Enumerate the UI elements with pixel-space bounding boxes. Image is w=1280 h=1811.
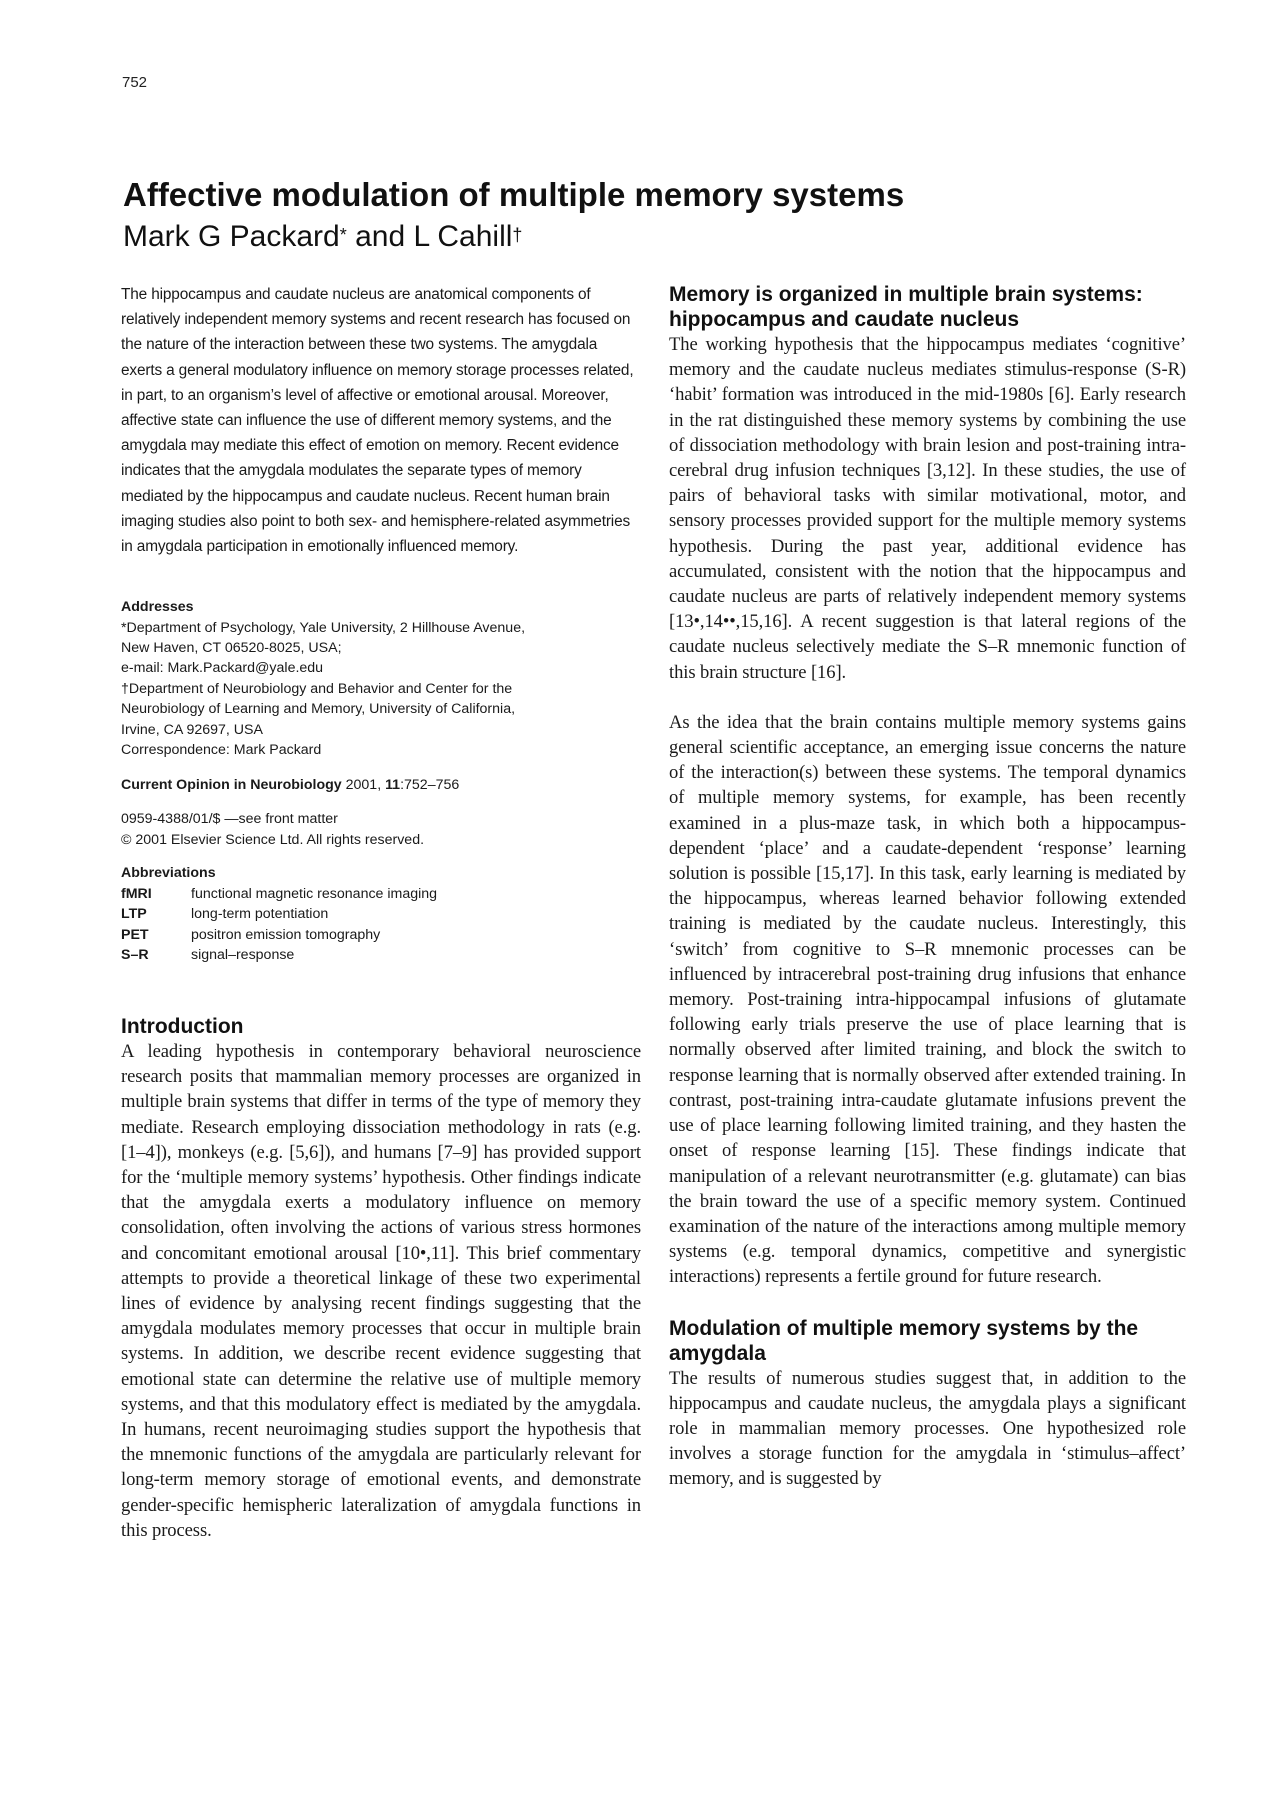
abstract: The hippocampus and caudate nucleus are anatomical components of relatively independent memory systems and recent research has focused on the nature of the interaction between these two systems. The amygdala exerts a general modulatory influence on memory storage processes related, in part, to an organism’s level of affective or emotional arousal. Moreover, affective state can influence the use of different memory systems, and the amygdala may mediate this effect of emotion on memory. Recent evidence indicates that the amygdala modulates the separate types of memory mediated by the hippocampus and caudate nucleus. Recent human brain imaging studies also point to both sex- and hemisphere-related asymmetries in amygdala participation in emotionally influenced memory. [121, 286, 634, 556]
journal-pages: :752–756 [400, 777, 460, 794]
section-heading-memory-systems: Memory is organized in multiple brain systems: hippocampus and caudate nucleus [669, 283, 1143, 331]
address-line: †Department of Neurobiology and Behavior and Center for the [121, 680, 513, 697]
abbreviation-key: S–R [121, 947, 149, 964]
left-column [121, 282, 641, 1543]
abbreviation-value: functional magnetic resonance imaging [191, 885, 438, 902]
addresses [121, 597, 641, 760]
journal-citation [121, 775, 641, 795]
copyright-line: © 2001 Elsevier Science Ltd. All rights reserved. [121, 831, 425, 848]
author-list [123, 219, 522, 255]
address-line: *Department of Psychology, Yale University, 2 Hillhouse Avenue, [121, 619, 526, 636]
abbreviation-key: fMRI [121, 885, 152, 902]
author-name: L Cahill [413, 220, 513, 253]
abbreviation-key: PET [121, 926, 149, 943]
abbreviation-value: long-term potentiation [191, 906, 329, 923]
author-name: Mark G Packard [123, 220, 340, 253]
abbreviation-row [121, 925, 641, 946]
journal-year: 2001, [341, 777, 386, 794]
paragraph: The working hypothesis that the hippocampus mediates ‘cognitive’ memory and the caudate nucleus mediates stimulus-response (S-R) ‘habit’ formation was introduced in the mid-1980s [6]. Early research in the rat distinguished these memory systems by combining the use of dissociation methodology with brain lesion and post-training intra-cerebral drug infusion techniques [3,12]. In these studies, the use of pairs of behavioral tasks with similar motivational, motor, and sensory processes provided support for the multiple memory systems hypothesis. During the past year, additional evidence has accumulated, consistent with the notion that the hippocampus and caudate nucleus are parts of relatively independent memory systems [13•,14••,15,16]. A recent suggestion is that lateral regions of the caudate nucleus selectively mediate the S–R mnemonic function of this brain structure [16]. [669, 334, 1186, 683]
article-title: Affective modulation of multiple memory systems [123, 176, 905, 213]
address-line: Neurobiology of Learning and Memory, University of California, [121, 701, 516, 718]
abbreviation-row [121, 884, 641, 905]
abbreviations-heading: Abbreviations [121, 865, 216, 882]
addresses-heading: Addresses [121, 599, 194, 616]
abbreviation-row [121, 945, 641, 966]
address-line: New Haven, CT 06520-8025, USA; [121, 640, 342, 657]
issn-line: 0959-4388/01/$ —see front matter [121, 811, 338, 828]
journal-volume: 11 [385, 777, 401, 794]
right-column [669, 282, 1186, 1492]
abbreviations [121, 863, 641, 966]
page-number: 752 [122, 74, 148, 91]
email-link[interactable]: e-mail: Mark.Packard@yale.edu [121, 660, 324, 677]
abbreviation-key: LTP [121, 906, 147, 923]
paragraph: As the idea that the brain contains multiple memory systems gains general scientific acceptance, an emerging issue concerns the nature of the interaction(s) between these systems. The temporal dynamics of multiple memory systems, for example, has been recently examined in a plus-maze task, in which both a hippocampus-dependent ‘place’ and a caudate-dependent ‘response’ learning solution is possible [15,17]. In this task, early learning is mediated by the hippocampus, whereas learned behavior following extended training is mediated by the caudate nucleus. Interestingly, this ‘switch’ from cognitive to S–R mnemonic processes can be influenced by intracerebral post-training drug infusions that enhance memory. Post-training intra-hippocampal infusions of glutamate following early trials preserve the use of place learning that is normally observed after limited training, and block the switch to response learning that is normally observed after extended training. In contrast, post-training intra-caudate glutamate infusions prevent the use of place learning following limited training, and they hasten the onset of response learning [15]. These findings indicate that manipulation of a relevant neurotransmitter (e.g. glutamate) can bias the brain toward the use of a specific memory system. Continued examination of the nature of the interactions among multiple memory systems (e.g. temporal dynamics, competitive and synergistic interactions) represents a fertile ground for future research. [669, 711, 1186, 1288]
author-conjunction: and [346, 220, 414, 253]
paragraph: The results of numerous studies suggest that, in addition to the hippocampus and caudate nucleus, the amygdala plays a significant role in mammalian memory processes. One hypothesized role involves a storage function for the amygdala in ‘stimulus–affect’ memory, and is suggested by [669, 1367, 1186, 1490]
journal-name: Current Opinion in Neurobiology [121, 777, 342, 794]
introduction-heading: Introduction [121, 1014, 244, 1038]
introduction-text: A leading hypothesis in contemporary behavioral neuroscience research posits that mammalian memory processes are organized in multiple brain systems that differ in terms of the type of memory they mediate. Research employing dissociation methodology in rats (e.g. [1–4]), monkeys (e.g. [5,6]), and humans [7–9] has provided support for the ‘multiple memory systems’ hypothesis. Other findings indicate that the amygdala exerts a modulatory influence on memory consolidation, often involving the actions of various stress hormones and concomitant emotional arousal [10•,11]. This brief commentary attempts to provide a theoretical linkage of these two experimental lines of evidence by analysing recent findings suggesting that the amygdala modulates memory processes that occur in multiple brain systems. In addition, we describe recent evidence suggesting that emotional state can determine the relative use of multiple memory systems, and that this modulatory effect is mediated by the amygdala. In humans, recent neuroimaging studies support the hypothesis that the mnemonic functions of the amygdala are particularly relevant for long-term memory storage of emotional events, and demonstrate gender-specific hemispheric lateralization of amygdala functions in this process. [121, 1040, 641, 1541]
copyright-block [121, 809, 641, 850]
abbreviation-value: positron emission tomography [191, 926, 381, 943]
address-line: Irvine, CA 92697, USA [121, 721, 263, 738]
author-footnote-mark: * [339, 225, 347, 245]
section-heading-amygdala-modulation: Modulation of multiple memory systems by the amygdala [669, 1316, 1139, 1365]
author-footnote-mark: † [512, 225, 523, 245]
abbreviation-value: signal–response [191, 947, 295, 964]
correspondence-line: Correspondence: Mark Packard [121, 742, 322, 759]
abbreviation-row [121, 904, 641, 925]
